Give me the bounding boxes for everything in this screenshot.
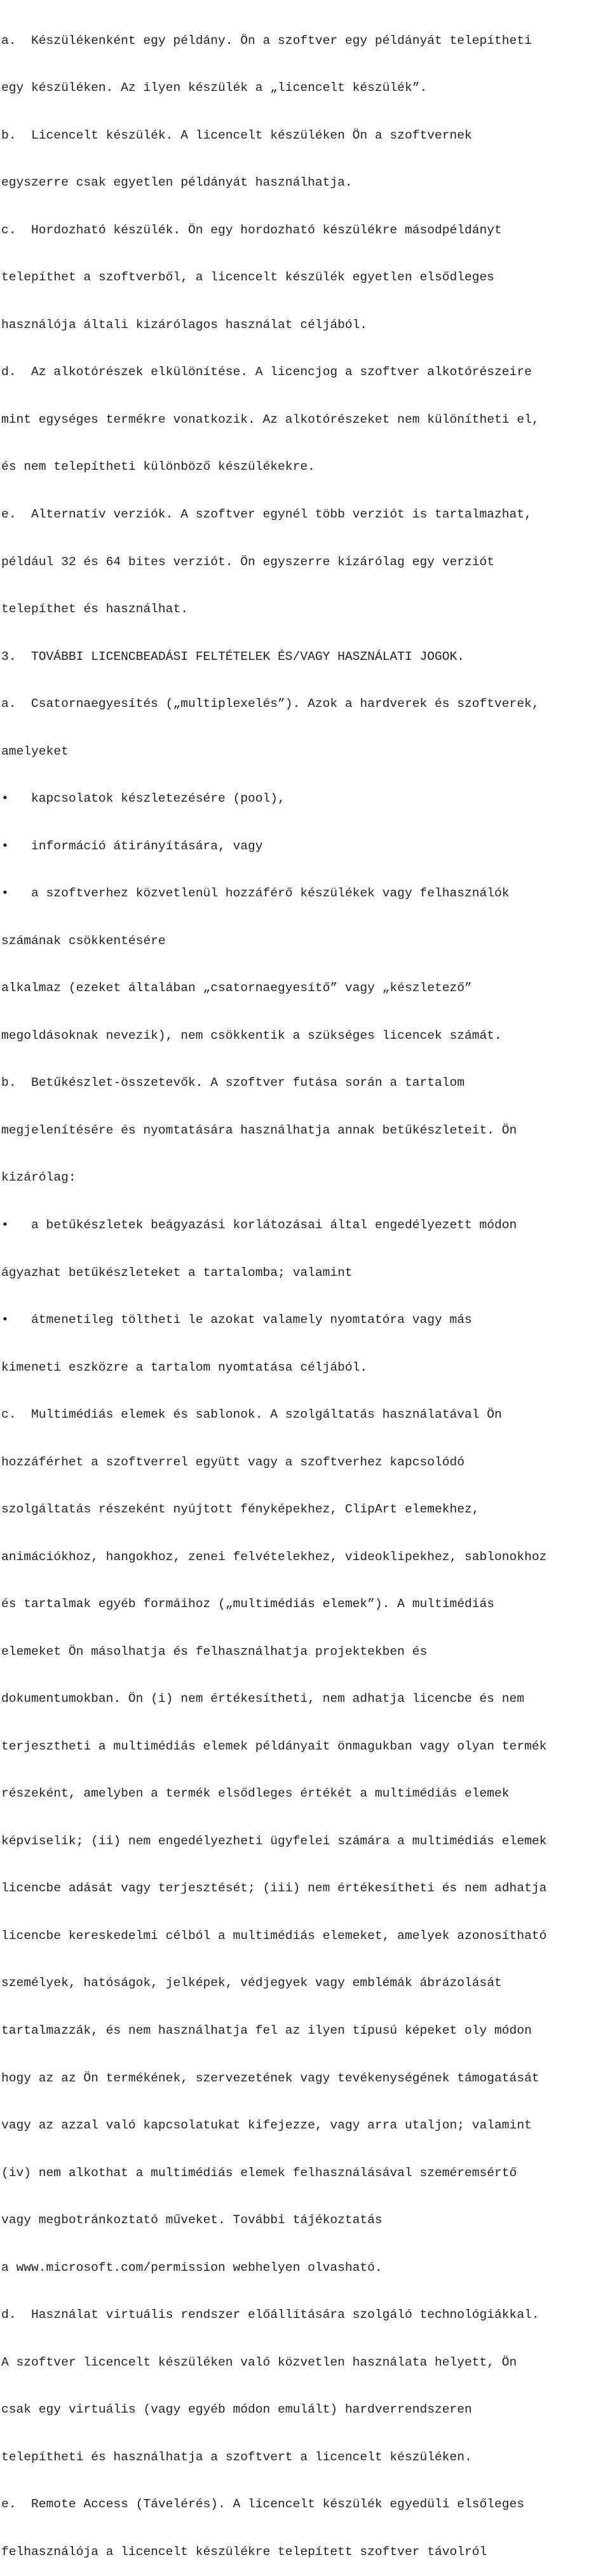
text-line: a. Készülékenként egy példány. Ön a szoftver egy példányát telepítheti [1,33,532,48]
text-line: A szoftver licencelt készüléken való közvetlen használata helyett, Ön [1,2355,517,2369]
bullet-line: • a szoftverhez közvetlenül hozzáférő készülékek vagy felhasználók [1,886,510,901]
text-line: vagy az azzal való kapcsolatukat kifejezze, vagy arra utaljon; valamint [1,2118,532,2133]
text-line: személyek, hatóságok, jelképek, védjegyek vagy emblémák ábrázolását [1,1976,502,1990]
text-line: animációkhoz, hangokhoz, zenei felvételekhez, videoklipekhez, sablonokhoz [1,1549,547,1564]
text-line: elemeket Ön másolhatja és felhasználhatja projektekben és [1,1644,428,1659]
text-line: licencbe adását vagy terjesztését; (iii) nem értékesítheti és nem adhatja [1,1881,547,1896]
text-line: telepítheti és használhatja a szoftvert a licencelt készüléken. [1,2449,472,2464]
text-line: d. Az alkotórészek elkülönítése. A licencjog a szoftver alkotórészeire [1,365,532,380]
text-line: alkalmaz (ezeket általában „csatornaegyesítő” vagy „készletező” [1,981,472,996]
text-line: c. Multimédiás elemek és sablonok. A szolgáltatás használatával Ön [1,1408,502,1422]
text-line: vagy megbotránkoztató műveket. További tájékoztatás [1,2213,383,2228]
text-line: egyszerre csak egyetlen példányát használhatja. [1,175,353,190]
text-line: és tartalmak egyéb formáihoz („multimédiás elemek”). A multimédiás [1,1597,495,1612]
bullet-line: • kapcsolatok készletezésére (pool), [1,791,285,806]
text-line: megjelenítésére és nyomtatására használhatja annak betűkészleteit. Ön [1,1123,517,1137]
text-line: telepíthet a szoftverből, a licencelt készülék egyetlen elsődleges [1,270,495,285]
text-line: b. Licencelt készülék. A licencelt készüléken Ön a szoftvernek [1,128,472,142]
text-line: amelyeket [1,744,69,758]
text-line: e. Remote Access (Távelérés). A licencelt készülék egyedüli elsőleges [1,2497,525,2512]
text-line: egy készüléken. Az ilyen készülék a „licencelt készülék”. [1,81,428,95]
bullet-line: • átmenetileg töltheti le azokat valamely nyomtatóra vagy más [1,1313,472,1327]
text-line: hozzáférhet a szoftverrel együtt vagy a szoftverhez kapcsolódó [1,1455,465,1469]
bullet-line: • a betűkészletek beágyazási korlátozásai által engedélyezett módon [1,1217,517,1232]
text-line: (iv) nem alkothat a multimédiás elemek felhasználásával szeméremsértő [1,2165,517,2180]
text-line: kimeneti eszközre a tartalom nyomtatása céljából. [1,1360,368,1374]
text-line: megoldásoknak nevezik), nem csökkentik a szükséges licencek számát. [1,1028,502,1043]
text-line: tartalmazzák, és nem használhatja fel az ilyen típusú képeket oly módon [1,2024,532,2038]
text-line: licencbe kereskedelmi célból a multimédiás elemeket, amelyek azonosítható [1,1928,547,1943]
text-line: szolgáltatás részeként nyújtott fényképekhez, ClipArt elemekhez, [1,1502,480,1517]
text-line: b. Betűkészlet-összetevők. A szoftver futása során a tartalom [1,1076,465,1090]
text-line: felhasználója a licencelt készülékre telepített szoftver távolról [1,2544,487,2559]
text-line: a. Csatornaegyesítés („multiplexelés”). Azok a hardverek és szoftverek, [1,697,539,711]
text-line: mint egységes termékre vonatkozik. Az alkotórészeket nem különítheti el, [1,412,539,427]
text-line: kizárólag: [1,1170,76,1185]
text-line: telepíthet és használhat. [1,602,188,617]
text-line: e. Alternatív verziók. A szoftver egynél több verziót is tartalmazhat, [1,507,532,521]
text-line: képviselik; (ii) nem engedélyezheti ügyfelei számára a multimédiás elemek [1,1833,547,1848]
text-line: csak egy virtuális (vagy egyéb módon emulált) hardverrendszeren [1,2402,472,2417]
text-line: terjesztheti a multimédiás elemek példányait önmagukban vagy olyan termék [1,1739,547,1753]
text-line: d. Használat virtuális rendszer előállítására szolgáló technológiákkal. [1,2308,539,2322]
text-line: például 32 és 64 bites verziót. Ön egyszerre kizárólag egy verziót [1,554,495,569]
bullet-line: • információ átirányítására, vagy [1,839,263,853]
text-line: c. Hordozható készülék. Ön egy hordozható készülékre másodpéldányt [1,223,502,237]
text-line: dokumentumokban. Ön (i) nem értékesítheti, nem adhatja licencbe és nem [1,1692,525,1706]
text-line: ágyazhat betűkészleteket a tartalomba; valamint [1,1265,353,1280]
text-line: használója általi kizárólagos használat céljából. [1,317,368,332]
text-line: a www.microsoft.com/permission webhelyen olvasható. [1,2260,383,2275]
text-line: és nem telepítheti különböző készülékekre. [1,460,315,474]
section-heading: 3. TOVÁBBI LICENCBEADÁSI FELTÉTELEK ÉS/VAGY HASZNÁLATI JOGOK. [1,649,465,664]
text-line: számának csökkentésére [1,933,166,948]
document-page [1,1,609,2576]
text-line: részeként, amelyben a termék elsődleges értékét a multimédiás elemek [1,1786,510,1801]
text-line: hogy az az Ön termékének, szervezetének vagy tevékenységének támogatását [1,2071,539,2085]
